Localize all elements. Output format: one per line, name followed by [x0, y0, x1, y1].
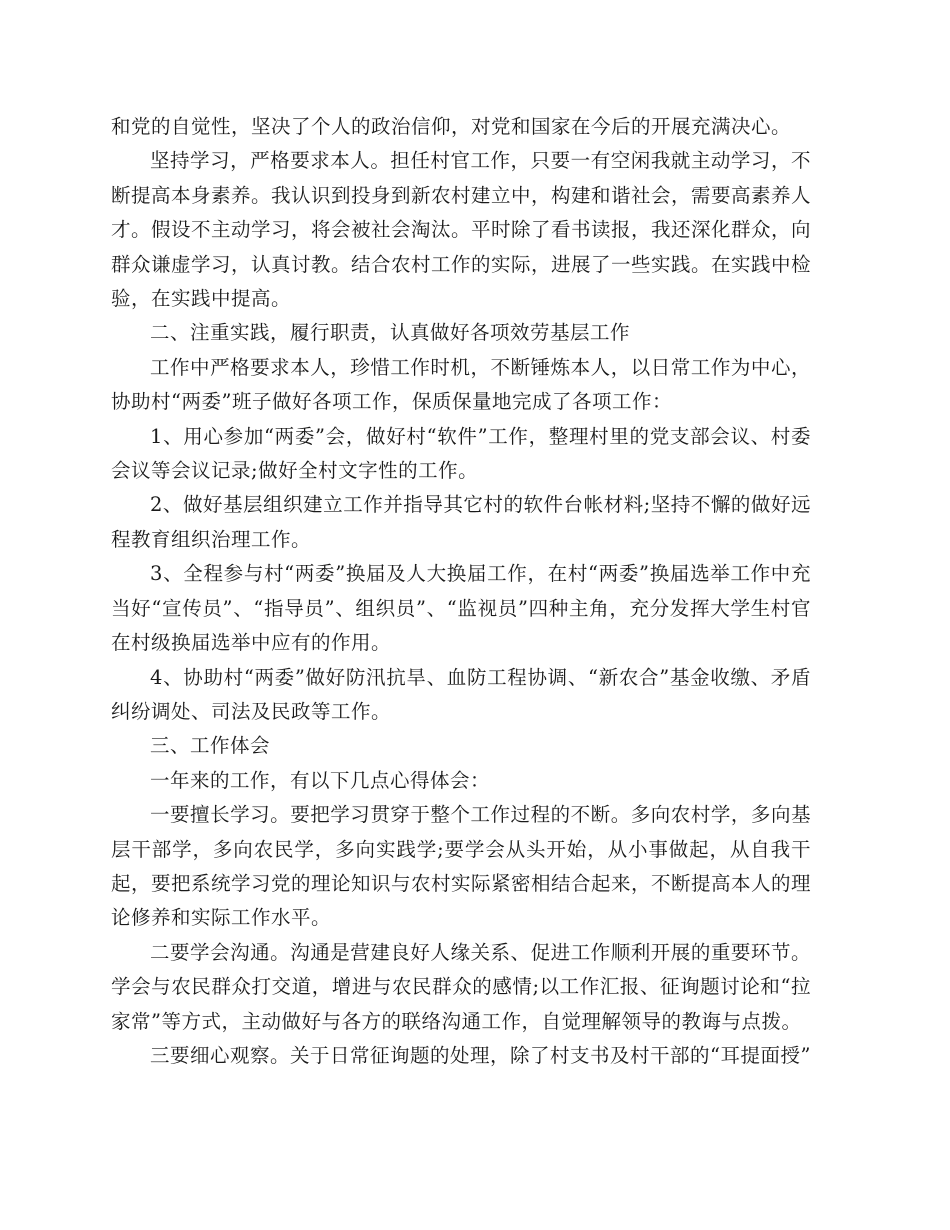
document-page: [111, 110, 811, 1073]
section-heading: 三、工作体会: [150, 734, 271, 758]
paragraph: 二要学会沟通。沟通是营建良好人缘关系、促进工作顺利开展的重要环节。学会与农民群众打交道，增进与农民群众的感情;以工作汇报、征询题讨论和“拉家常”等方式，主动做好与各方的联络沟通工作，自觉理解领导的教诲与点拨。: [111, 940, 811, 1033]
paragraph: 一要擅长学习。要把学习贯穿于整个工作过程的不断。多向农村学，多向基层干部学，多向农民学，多向实践学;要学会从头开始，从小事做起，从自我干起，要把系统学习党的理论知识与农村实际紧密相结合起来，不断提高本人的理论修养和实际工作水平。: [111, 803, 812, 930]
paragraph: 工作中严格要求本人，珍惜工作时机，不断锤炼本人，以日常工作为中心，协助村“两委”班子做好各项工作，保质保量地完成了各项工作：: [111, 355, 811, 414]
list-item: 4、协助村“两委”做好防汛抗旱、血防工程协调、“新农合”基金收缴、矛盾纠纷调处、司法及民政等工作。: [111, 665, 811, 723]
list-item: 3、全程参与村“两委”换届及人大换届工作，在村“两委”换届选举工作中充当好“宣传员”、“指导员”、组织员”、“监视员”四种主角，充分发挥大学生村官在村级换届选举中应有的作用。: [111, 562, 811, 655]
paragraph: 一年来的工作，有以下几点心得体会：: [150, 768, 491, 792]
paragraph: 三要细心观察。关于日常征询题的处理，除了村支书及村干部的“耳提面授”: [150, 1043, 811, 1067]
list-item: 2、做好基层组织建立工作并指导其它村的软件台帐材料;坚持不懈的做好远程教育组织治理工作。: [111, 493, 811, 551]
paragraph: 坚持学习，严格要求本人。担任村官工作，只要一有空闲我就主动学习，不断提高本身素养。我认识到投身到新农村建立中，构建和谐社会，需要高素养人才。假设不主动学习，将会被社会淘汰。平时除了看书读报，我还深化群众，向群众谦虚学习，认真讨教。结合农村工作的实际，进展了一些实践。在实践中检验，在实践中提高。: [111, 149, 812, 311]
section-heading: 二、注重实践，履行职责，认真做好各项效劳基层工作: [150, 321, 631, 345]
list-item: 1、用心参加“两委”会，做好村“软件”工作，整理村里的党支部会议、村委会议等会议记录;做好全村文字性的工作。: [111, 424, 811, 483]
paragraph: 和党的自觉性，坚决了个人的政治信仰，对党和国家在今后的开展充满决心。: [111, 115, 792, 138]
